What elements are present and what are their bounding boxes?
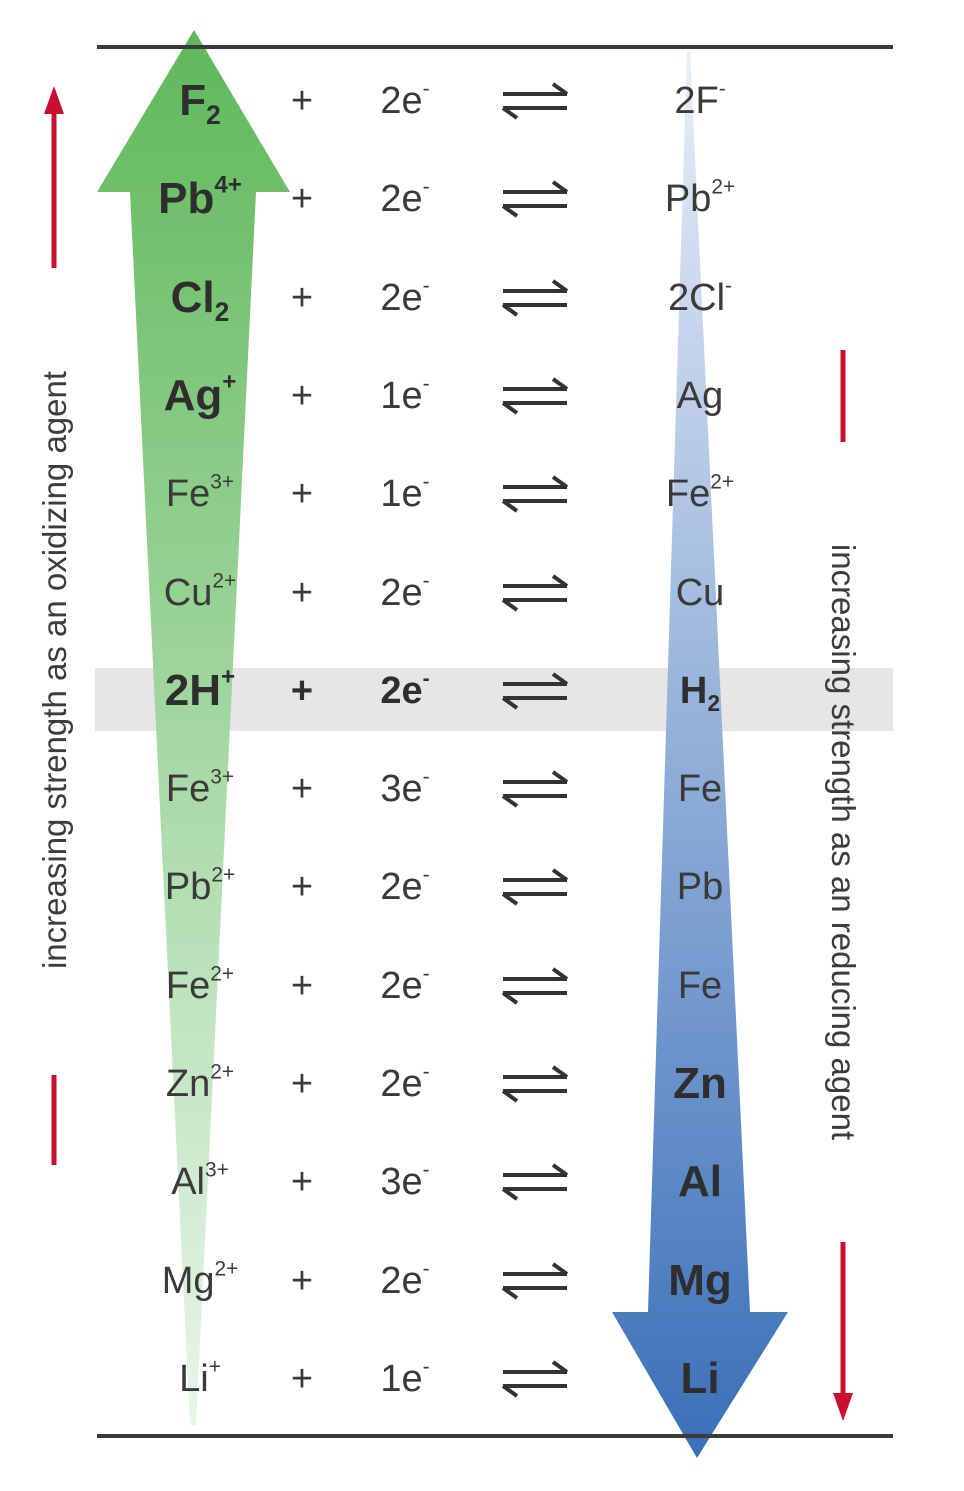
electron-charge: - <box>422 470 430 494</box>
electron-count-value: 2e <box>380 866 423 909</box>
reduced-species-symbol: Ag <box>676 374 724 417</box>
electron-count-value: 2e <box>380 1063 423 1105</box>
oxidized-species-symbol: F <box>179 76 207 125</box>
oxidized-species-charge: + <box>222 368 237 396</box>
equilibrium-arrows-icon <box>490 544 580 642</box>
equilibrium-arrows-icon <box>490 249 580 347</box>
half-reaction-row <box>0 1035 964 1133</box>
half-reaction-row <box>0 740 964 838</box>
oxidized-species-symbol: Cu <box>163 571 213 614</box>
electron-charge: - <box>422 863 430 887</box>
equilibrium-arrows-icon <box>490 838 580 936</box>
electron-count-value: 3e <box>380 768 423 811</box>
plus-sign: + <box>290 374 314 417</box>
oxidized-species <box>110 740 290 838</box>
electron-count <box>345 544 465 642</box>
reduced-species-symbol: Fe <box>677 964 723 1007</box>
half-reaction-row <box>0 642 964 740</box>
oxidized-species-charge: 2+ <box>210 961 235 985</box>
reduced-species-symbol: Zn <box>673 1059 727 1108</box>
electron-charge: - <box>422 372 430 396</box>
electron-count <box>345 838 465 936</box>
reduced-species <box>610 1035 790 1133</box>
reduced-species <box>610 740 790 838</box>
electron-count-value: 2e <box>380 1259 423 1302</box>
oxidized-species-symbol: Al <box>171 1161 205 1204</box>
oxidized-species-symbol: Mg <box>161 1259 215 1302</box>
reduced-species-charge: 2+ <box>711 175 736 199</box>
oxidized-species <box>110 838 290 936</box>
oxidized-species-charge: 2+ <box>212 568 237 592</box>
oxidized-species <box>110 1330 290 1428</box>
electron-charge: - <box>422 1060 430 1084</box>
electron-count-value: 2e <box>380 276 423 319</box>
electron-count <box>345 1035 465 1133</box>
oxidized-species <box>110 1133 290 1231</box>
electron-count-value: 1e <box>380 473 423 516</box>
electron-charge: - <box>422 175 430 199</box>
half-reaction-row <box>0 1330 964 1428</box>
electron-charge: - <box>422 77 430 101</box>
plus-sign: + <box>290 1357 314 1400</box>
equilibrium-arrows-icon <box>490 52 580 150</box>
oxidized-species-subscript: 2 <box>214 296 230 327</box>
electron-charge: - <box>422 1158 430 1182</box>
equilibrium-arrows-icon <box>490 347 580 445</box>
reduced-species <box>610 1232 790 1330</box>
equilibrium-arrows-icon <box>490 1330 580 1428</box>
half-reaction-row <box>0 445 964 543</box>
oxidized-species-charge: 2+ <box>211 863 236 887</box>
oxidized-species-charge: + <box>208 1355 221 1379</box>
equilibrium-arrows-icon <box>490 150 580 248</box>
equilibrium-arrows-icon <box>490 1035 580 1133</box>
half-reaction-row <box>0 347 964 445</box>
electron-charge: - <box>422 273 430 297</box>
half-reaction-row <box>0 1232 964 1330</box>
oxidized-species-charge: 3+ <box>204 1158 229 1182</box>
plus-sign: + <box>290 1063 314 1105</box>
oxidized-species-symbol: Ag <box>163 370 223 420</box>
oxidized-species-symbol: Pb <box>164 866 212 909</box>
plus-sign: + <box>290 571 314 614</box>
electron-count-value: 2e <box>380 669 423 712</box>
plus-sign: + <box>290 866 314 909</box>
half-reaction-row <box>0 937 964 1035</box>
oxidized-species <box>110 937 290 1035</box>
oxidized-species <box>110 445 290 543</box>
equilibrium-arrows-icon <box>490 937 580 1035</box>
oxidized-species-charge: 2+ <box>214 1256 239 1280</box>
electron-charge: - <box>422 1355 430 1379</box>
oxidized-species-symbol: Fe <box>165 473 211 516</box>
reduced-species <box>610 838 790 936</box>
oxidized-species-charge: 2+ <box>210 1060 235 1084</box>
electron-count-value: 1e <box>380 374 423 417</box>
oxidized-species <box>110 642 290 740</box>
reducing-agent-axis-label: increasing strength as an reducing agent <box>825 543 862 1141</box>
half-reaction-row <box>0 150 964 248</box>
plus-sign: + <box>290 768 314 811</box>
oxidized-species <box>110 1035 290 1133</box>
oxidized-species-subscript: 2 <box>206 100 221 131</box>
electron-count-value: 2e <box>380 80 423 122</box>
oxidized-species-symbol: Cl <box>170 272 215 322</box>
oxidized-species-charge: 3+ <box>210 765 235 789</box>
reduced-species-symbol: Fe <box>677 768 723 811</box>
oxidized-species-charge: 4+ <box>214 171 242 199</box>
plus-sign: + <box>290 178 314 221</box>
reduced-species-symbol: Fe <box>665 473 711 516</box>
electron-count-value: 2e <box>380 178 423 221</box>
reduced-species <box>610 150 790 248</box>
reduced-species-symbol: 2F <box>674 80 719 122</box>
plus-sign: + <box>290 80 314 122</box>
reduced-species-symbol: Al <box>678 1157 722 1207</box>
reduced-species-charge: - <box>718 77 726 101</box>
reduced-species <box>610 544 790 642</box>
oxidized-species-symbol: Li <box>179 1357 209 1400</box>
reduced-species <box>610 249 790 347</box>
plus-sign: + <box>290 276 314 319</box>
electron-count <box>345 937 465 1035</box>
reduced-species <box>610 642 790 740</box>
electron-count <box>345 347 465 445</box>
reduced-species-subscript: 2 <box>707 689 721 716</box>
electron-count <box>345 1133 465 1231</box>
reduced-species <box>610 52 790 150</box>
oxidized-species <box>110 52 290 150</box>
equilibrium-arrows-icon <box>490 445 580 543</box>
reduced-species-symbol: Cu <box>675 571 725 614</box>
half-reaction-row <box>0 544 964 642</box>
electron-count <box>345 150 465 248</box>
oxidized-species <box>110 150 290 248</box>
reduced-species-symbol: Pb <box>664 178 712 221</box>
reduced-species-symbol: 2Cl <box>668 276 726 319</box>
oxidized-species-symbol: Fe <box>165 964 211 1007</box>
electron-count <box>345 249 465 347</box>
reduced-species-symbol: Pb <box>676 866 724 909</box>
reduced-species <box>610 1133 790 1231</box>
electron-count <box>345 1232 465 1330</box>
half-reaction-row <box>0 838 964 936</box>
reduced-species-charge: 2+ <box>710 470 735 494</box>
oxidized-species-charge: 3+ <box>210 470 235 494</box>
electron-count <box>345 642 465 740</box>
reduced-species <box>610 1330 790 1428</box>
reduced-species <box>610 347 790 445</box>
electron-count-value: 3e <box>380 1161 423 1204</box>
half-reaction-row <box>0 1133 964 1231</box>
electron-count-value: 1e <box>380 1357 423 1400</box>
reduced-species-symbol: H <box>679 669 708 712</box>
electron-count <box>345 1330 465 1428</box>
electron-charge: - <box>422 568 430 592</box>
electron-count <box>345 740 465 838</box>
reduced-species <box>610 445 790 543</box>
oxidized-species <box>110 347 290 445</box>
oxidized-species <box>110 1232 290 1330</box>
plus-sign: + <box>290 964 314 1007</box>
oxidized-species <box>110 544 290 642</box>
oxidized-species-symbol: 2H <box>164 665 222 715</box>
electron-count <box>345 445 465 543</box>
reduced-species <box>610 937 790 1035</box>
electron-charge: - <box>422 667 430 691</box>
reduced-species-charge: - <box>725 273 732 297</box>
oxidizing-agent-axis-label: increasing strength as an oxidizing agent <box>36 370 73 970</box>
oxidized-species-symbol: Zn <box>165 1063 211 1105</box>
plus-sign: + <box>290 473 314 516</box>
plus-sign: + <box>290 1259 314 1302</box>
half-reaction-row <box>0 249 964 347</box>
electron-count <box>345 52 465 150</box>
equilibrium-arrows-icon <box>490 642 580 740</box>
oxidized-species-symbol: Pb <box>158 174 215 224</box>
electron-count-value: 2e <box>380 964 423 1007</box>
oxidized-species-symbol: Fe <box>165 768 211 811</box>
reduced-species-symbol: Mg <box>668 1255 732 1305</box>
equilibrium-arrows-icon <box>490 1133 580 1231</box>
plus-sign: + <box>290 669 314 712</box>
oxidized-species <box>110 249 290 347</box>
electron-charge: - <box>422 765 430 789</box>
reduced-species-symbol: Li <box>680 1353 720 1403</box>
equilibrium-arrows-icon <box>490 1232 580 1330</box>
half-reaction-row <box>0 52 964 150</box>
plus-sign: + <box>290 1161 314 1204</box>
equilibrium-arrows-icon <box>490 740 580 838</box>
electron-charge: - <box>422 1256 430 1280</box>
oxidized-species-charge: + <box>221 663 236 691</box>
electron-count-value: 2e <box>380 571 423 614</box>
electron-charge: - <box>422 961 430 985</box>
